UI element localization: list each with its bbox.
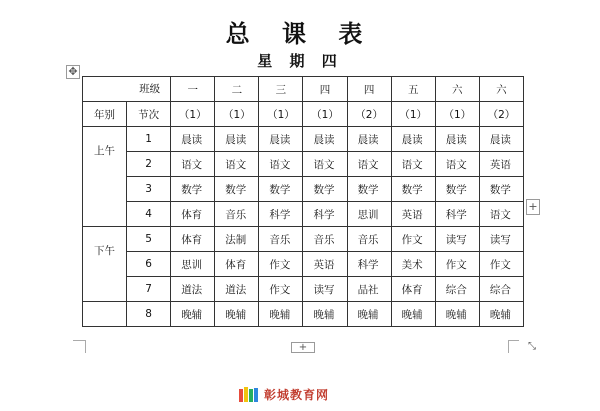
subject-cell: 音乐 — [347, 227, 391, 252]
subject-cell: 综合 — [479, 277, 523, 302]
subject-cell: 晨读 — [435, 127, 479, 152]
subject-cell: 体育 — [171, 202, 215, 227]
period-number-cell: 4 — [127, 202, 171, 227]
header-corner-cell — [83, 77, 171, 102]
schedule-table — [82, 76, 524, 327]
subject-cell: 晨读 — [259, 127, 303, 152]
class-header-cell: 三 — [259, 77, 303, 102]
subject-cell: 音乐 — [259, 227, 303, 252]
subject-cell: 晚辅 — [479, 302, 523, 327]
period-number-cell: 5 — [127, 227, 171, 252]
subject-cell: 思训 — [347, 202, 391, 227]
subject-cell: 数学 — [303, 177, 347, 202]
class-header-cell: 五 — [391, 77, 435, 102]
subject-cell: 科学 — [347, 252, 391, 277]
subject-cell: 晨读 — [391, 127, 435, 152]
subject-cell: 科学 — [259, 202, 303, 227]
table-row — [83, 302, 524, 327]
subject-cell: 读写 — [303, 277, 347, 302]
subject-cell: 科学 — [303, 202, 347, 227]
table-resize-icon[interactable]: ⤡ — [528, 341, 536, 352]
subject-cell: 音乐 — [215, 202, 259, 227]
subject-cell: 晚辅 — [391, 302, 435, 327]
period-number-cell: 8 — [127, 302, 171, 327]
subject-cell: 晚辅 — [347, 302, 391, 327]
subject-cell: 晨读 — [347, 127, 391, 152]
grade-header-cell: 年别 — [83, 102, 127, 127]
period-number-cell: 1 — [127, 127, 171, 152]
subject-cell: 数学 — [347, 177, 391, 202]
subject-cell: 数学 — [391, 177, 435, 202]
subject-cell: 英语 — [303, 252, 347, 277]
period-header-cell: 节次 — [127, 102, 171, 127]
subject-cell: 数学 — [215, 177, 259, 202]
subject-cell: 道法 — [215, 277, 259, 302]
document-subtitle: 星 期 四 — [257, 52, 343, 70]
subject-cell: 晨读 — [215, 127, 259, 152]
subject-cell: 数学 — [259, 177, 303, 202]
subject-cell: 晚辅 — [171, 302, 215, 327]
table-row — [83, 227, 524, 252]
subject-cell: 晚辅 — [435, 302, 479, 327]
table-row — [83, 127, 524, 152]
subject-cell: 英语 — [479, 152, 523, 177]
section-header-cell: （2） — [347, 102, 391, 127]
page-corner-mark — [73, 340, 86, 353]
section-header-cell: （1） — [215, 102, 259, 127]
subject-cell: 读写 — [479, 227, 523, 252]
section-header-cell: （1） — [171, 102, 215, 127]
half-day-cell: 下午 — [83, 227, 127, 302]
section-header-cell: （1） — [435, 102, 479, 127]
subject-cell: 晨读 — [303, 127, 347, 152]
header-row-classes — [83, 77, 524, 102]
subject-cell: 读写 — [435, 227, 479, 252]
site-logo — [238, 384, 329, 404]
subject-cell: 体育 — [171, 227, 215, 252]
class-header-label: 班级 — [139, 83, 161, 95]
subject-cell: 语文 — [391, 152, 435, 177]
subject-cell: 语文 — [479, 202, 523, 227]
subject-cell: 英语 — [391, 202, 435, 227]
table-move-handle-icon[interactable]: ✥ — [66, 65, 80, 79]
subject-cell: 品社 — [347, 277, 391, 302]
insert-row-icon[interactable]: + — [526, 199, 540, 215]
table-row — [83, 152, 524, 177]
class-header-cell: 二 — [215, 77, 259, 102]
page-corner-mark — [508, 340, 519, 353]
period-number-cell: 3 — [127, 177, 171, 202]
subject-cell: 思训 — [171, 252, 215, 277]
subject-cell: 语文 — [435, 152, 479, 177]
section-header-cell: （1） — [391, 102, 435, 127]
class-header-cell: 一 — [171, 77, 215, 102]
section-header-cell: （1） — [303, 102, 347, 127]
period-number-cell: 2 — [127, 152, 171, 177]
subject-cell: 综合 — [435, 277, 479, 302]
class-header-cell: 四 — [347, 77, 391, 102]
subject-cell: 晚辅 — [259, 302, 303, 327]
subject-cell: 科学 — [435, 202, 479, 227]
class-header-cell: 四 — [303, 77, 347, 102]
table-row — [83, 177, 524, 202]
subject-cell: 作文 — [259, 252, 303, 277]
subject-cell: 作文 — [391, 227, 435, 252]
subject-cell: 美术 — [391, 252, 435, 277]
table-row — [83, 202, 524, 227]
half-day-cell — [83, 302, 127, 327]
insert-column-icon[interactable]: + — [291, 342, 315, 353]
document-title: 总 课 表 — [225, 19, 375, 48]
subject-cell: 晨读 — [479, 127, 523, 152]
subject-cell: 语文 — [215, 152, 259, 177]
subject-cell: 语文 — [259, 152, 303, 177]
header-row-sections — [83, 102, 524, 127]
subject-cell: 作文 — [479, 252, 523, 277]
class-header-cell: 六 — [435, 77, 479, 102]
subject-cell: 晚辅 — [215, 302, 259, 327]
section-header-cell: （2） — [479, 102, 523, 127]
subject-cell: 体育 — [215, 252, 259, 277]
subject-cell: 作文 — [435, 252, 479, 277]
books-icon — [238, 385, 260, 403]
class-header-cell: 六 — [479, 77, 523, 102]
subject-cell: 数学 — [479, 177, 523, 202]
period-number-cell: 6 — [127, 252, 171, 277]
table-row — [83, 277, 524, 302]
subject-cell: 数学 — [435, 177, 479, 202]
subject-cell: 法制 — [215, 227, 259, 252]
period-number-cell: 7 — [127, 277, 171, 302]
subject-cell: 道法 — [171, 277, 215, 302]
subject-cell: 语文 — [171, 152, 215, 177]
subject-cell: 作文 — [259, 277, 303, 302]
half-day-cell: 上午 — [83, 127, 127, 227]
section-header-cell: （1） — [259, 102, 303, 127]
subject-cell: 语文 — [303, 152, 347, 177]
subject-cell: 晚辅 — [303, 302, 347, 327]
subject-cell: 音乐 — [303, 227, 347, 252]
subject-cell: 语文 — [347, 152, 391, 177]
table-row — [83, 252, 524, 277]
subject-cell: 晨读 — [171, 127, 215, 152]
logo-text: 彰城教育网 — [264, 387, 330, 402]
subject-cell: 体育 — [391, 277, 435, 302]
subject-cell: 数学 — [171, 177, 215, 202]
